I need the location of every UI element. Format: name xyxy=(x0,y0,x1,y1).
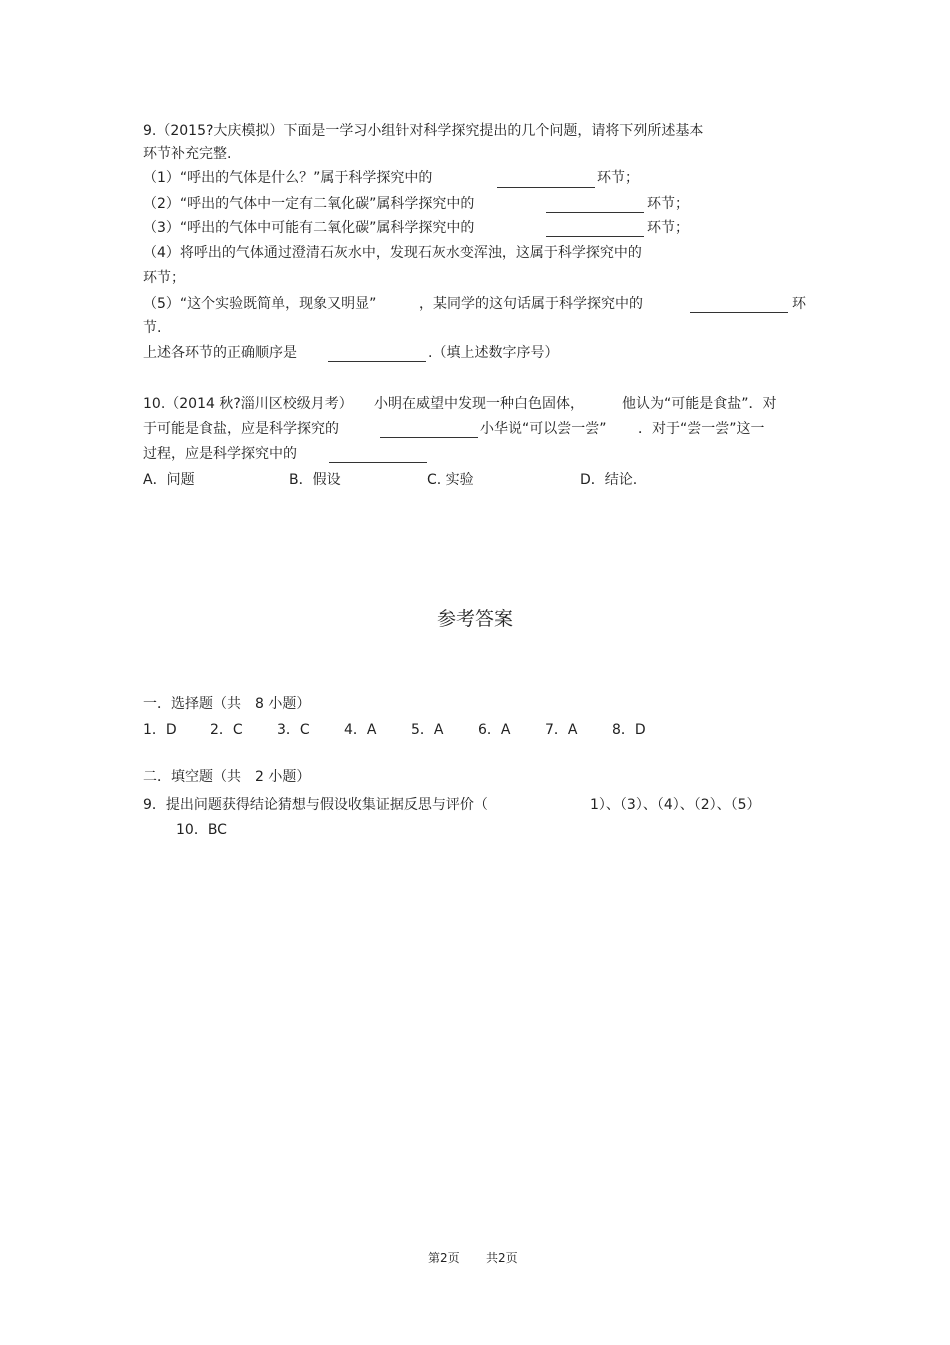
q9-item2-text: （2）“呼出的气体中一定有二氧化碳”属科学探究中的 xyxy=(143,196,475,212)
answers-section1-heading: 一．选择题（共 8 小题） xyxy=(143,696,311,712)
q9-item4-suffix: 环节； xyxy=(143,270,185,286)
footer-page-total: 共2页 xyxy=(486,1251,518,1265)
q9-item5-text: （5）“这个实验既简单，现象又明显” xyxy=(143,296,377,312)
q9-item3-suffix: 环节； xyxy=(647,220,689,236)
q9-order-blank xyxy=(328,361,426,362)
q9-item1-suffix: 环节； xyxy=(597,170,639,186)
q9-item5-suffix-wrap: 节. xyxy=(143,320,162,336)
answer-10: 10．BC xyxy=(176,822,227,838)
q9-order-text: 上述各环节的正确顺序是 xyxy=(143,345,297,361)
answer-choice-4: 4．A xyxy=(344,722,377,738)
q9-item2-blank xyxy=(546,212,644,213)
q9-item5-middle: ，某同学的这句话属于科学探究中的 xyxy=(419,296,643,312)
q10-option-b: B．假设 xyxy=(289,472,341,488)
q10-stem-line1-part2: 小明在威望中发现一种白色固体， xyxy=(374,396,584,412)
q10-stem-line2-part2: 小华说“可以尝一尝” xyxy=(480,421,607,437)
q10-stem-line3: 过程，应是科学探究中的 xyxy=(143,446,297,462)
answer-choice-7: 7．A xyxy=(545,722,578,738)
q10-option-c: C. 实验 xyxy=(427,472,474,488)
q9-item1-blank xyxy=(497,187,595,188)
q10-stem-line2-part1: 于可能是食盐，应是科学探究的 xyxy=(143,421,339,437)
q9-item4-text: （4）将呼出的气体通过澄清石灰水中，发现石灰水变浑浊，这属于科学探究中的 xyxy=(143,245,642,261)
answer-choice-2: 2．C xyxy=(210,722,243,738)
q9-stem-line1: 9.（2015?大庆模拟）下面是一学习小组针对科学探究提出的几个问题，请将下列所述基本 xyxy=(143,123,704,139)
answers-title: 参考答案 xyxy=(436,608,513,630)
answer-9-order: 1）、（3）、（4）、（2）、（5） xyxy=(590,797,761,813)
q10-stem-line1-part3: 他认为“可能是食盐”．对 xyxy=(622,396,777,412)
q9-stem-line2: 环节补充完整. xyxy=(143,146,232,162)
q9-item3-text: （3）“呼出的气体中可能有二氧化碳”属科学探究中的 xyxy=(143,220,475,236)
answer-choice-5: 5．A xyxy=(411,722,444,738)
q10-blank2 xyxy=(329,462,427,463)
q10-option-d: D．结论. xyxy=(580,472,638,488)
q10-stem-line1-part1: 10.（2014 秋?淄川区校级月考） xyxy=(143,396,353,412)
q9-item5-suffix: 环 xyxy=(792,296,806,312)
q9-order-suffix: .（填上述数字序号） xyxy=(428,345,559,361)
q9-item3-blank xyxy=(546,236,644,237)
q9-item1-text: （1）“呼出的气体是什么？”属于科学探究中的 xyxy=(143,170,433,186)
footer-page-number: 第2页 xyxy=(428,1251,460,1265)
answer-choice-6: 6．A xyxy=(478,722,511,738)
q9-item5-blank xyxy=(690,312,788,313)
q10-option-a: A．问题 xyxy=(143,472,195,488)
answer-choice-1: 1．D xyxy=(143,722,177,738)
q9-item2-suffix: 环节； xyxy=(647,196,689,212)
answers-section2-heading: 二．填空题（共 2 小题） xyxy=(143,769,311,785)
answer-9-text: 9．提出问题获得结论猜想与假设收集证据反思与评价（ xyxy=(143,797,488,813)
q10-stem-line2-part3: ．对于“尝一尝”这一 xyxy=(638,421,765,437)
q10-blank1 xyxy=(380,437,478,438)
answer-choice-8: 8．D xyxy=(612,722,646,738)
answer-choice-3: 3．C xyxy=(277,722,310,738)
